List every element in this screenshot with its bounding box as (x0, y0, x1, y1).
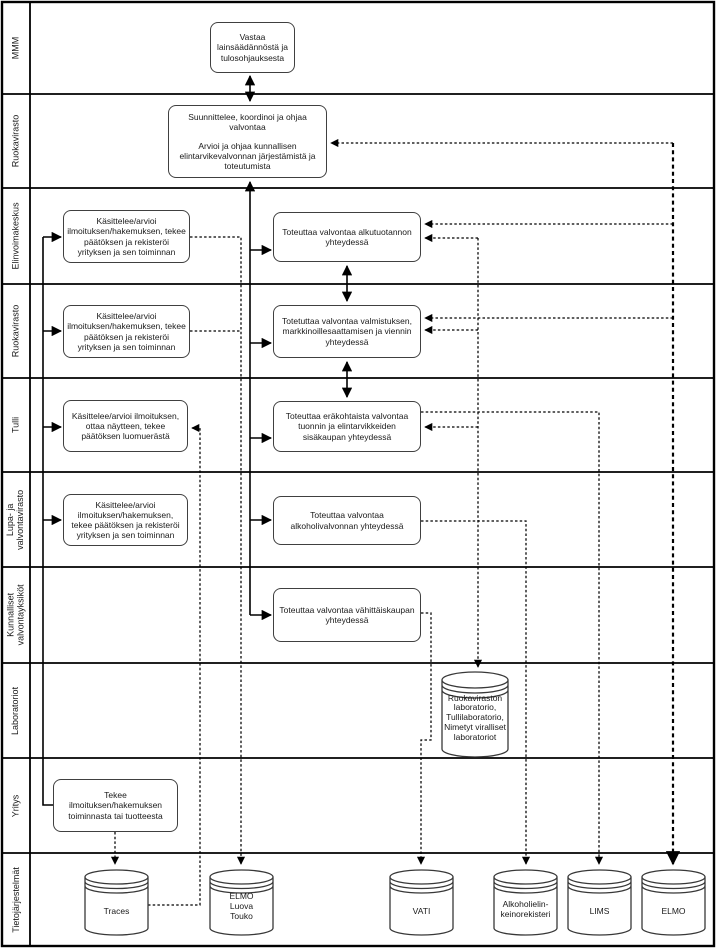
lane-label-laboratoriot: Laboratoriot (10, 686, 21, 735)
lane-label-elinvoimakeskus: Elinvoimakeskus (10, 202, 21, 270)
node-ruokavirasto-plan-line2: Arvioi ja ohjaa kunnallisen elintarvikevalvonnan järjestämistä ja toteutumista (179, 140, 316, 172)
node-ruokavirasto-plan-line1: Suunnittelee, koordinoi ja ohjaa valvontaa (188, 111, 307, 132)
lane-label-lupa-ja-valvontavirasto: Lupa- ja valvontavirasto (5, 489, 26, 550)
node-elinvoimakeskus-control: Toteuttaa valvontaa alkutuotannon yhteydessä (273, 212, 421, 262)
node-ruokavirasto-control: Totetuttaa valvontaa valmistuksen, markkinoillesaattamisen ja viennin yhteydessä (273, 305, 421, 358)
db-label-elmo-luova-touko: ELMO Luova Touko (229, 891, 254, 921)
db-label-elmo: ELMO (661, 906, 686, 917)
db-label-lims: LIMS (589, 906, 610, 917)
node-yritys-action: Tekee ilmoituksen/hakemuksen toiminnasta tai tuotteesta (53, 779, 178, 832)
node-tulli-control: Toteuttaa eräkohtaista valvontaa tuonnin ja elintarvikkeiden sisäkaupan yhteydessä (273, 401, 421, 452)
flow-tulli-to-lims (421, 412, 599, 864)
node-ruokavirasto-plan (168, 105, 327, 178)
flow-kunnalliset-to-vati (421, 613, 431, 864)
lane-label-tulli: Tulli (10, 416, 21, 434)
db-label-traces: Traces (103, 906, 130, 917)
node-ruokavirasto-register: Käsittelee/arvioi ilmoituksen/hakemuksen, tekee päätöksen ja rekisteröi yrityksen ja sen toiminnan (63, 305, 190, 358)
node-lupa-register: Käsittelee/arvioi ilmoituksen/hakemuksen, tekee päätöksen ja rekisteröi yrityksen ja sen toiminnan (63, 494, 188, 546)
lane-label-tietojarjestelmat: Tietojärjestelmät (10, 866, 21, 933)
node-tulli-register: Käsittelee/arvioi ilmoituksen, ottaa näytteen, tekee päätöksen luomuerästä (63, 400, 188, 452)
laboratories-db-label: Ruokaviraston laboratorio, Tullilaboratorio, Nimetyt viralliset laboratoriot (444, 692, 506, 742)
lane-label-mmm: MMM (10, 36, 21, 60)
db-label-vati: VATI (412, 906, 431, 917)
db-label-alkoholielinkeinorekisteri: Alkoholielin-keinorekisteri (500, 899, 551, 919)
register-trunk-line (43, 237, 53, 805)
node-lupa-control: Toteuttaa valvontaa alkoholivalvonnan yhteydessä (273, 496, 421, 545)
lane-label-yritys: Yritys (10, 794, 21, 817)
lane-label-kunnalliset-valvontayksikot: Kunnalliset valvontayksiköt (5, 584, 26, 646)
lane-label-ruokavirasto: Ruokavirasto (10, 114, 21, 168)
node-elinvoimakeskus-register: Käsittelee/arvioi ilmoituksen/hakemuksen, tekee päätöksen ja rekisteröi yrityksen ja sen toiminnan (63, 210, 190, 263)
lane-label-ruokavirasto-2: Ruokavirasto (10, 304, 21, 358)
node-kunnalliset-control: Toteuttaa valvontaa vähittäiskaupan yhteydessä (273, 588, 421, 642)
node-mmm-responsibility: Vastaa lainsäädännöstä ja tulosohjauksesta (210, 22, 295, 73)
